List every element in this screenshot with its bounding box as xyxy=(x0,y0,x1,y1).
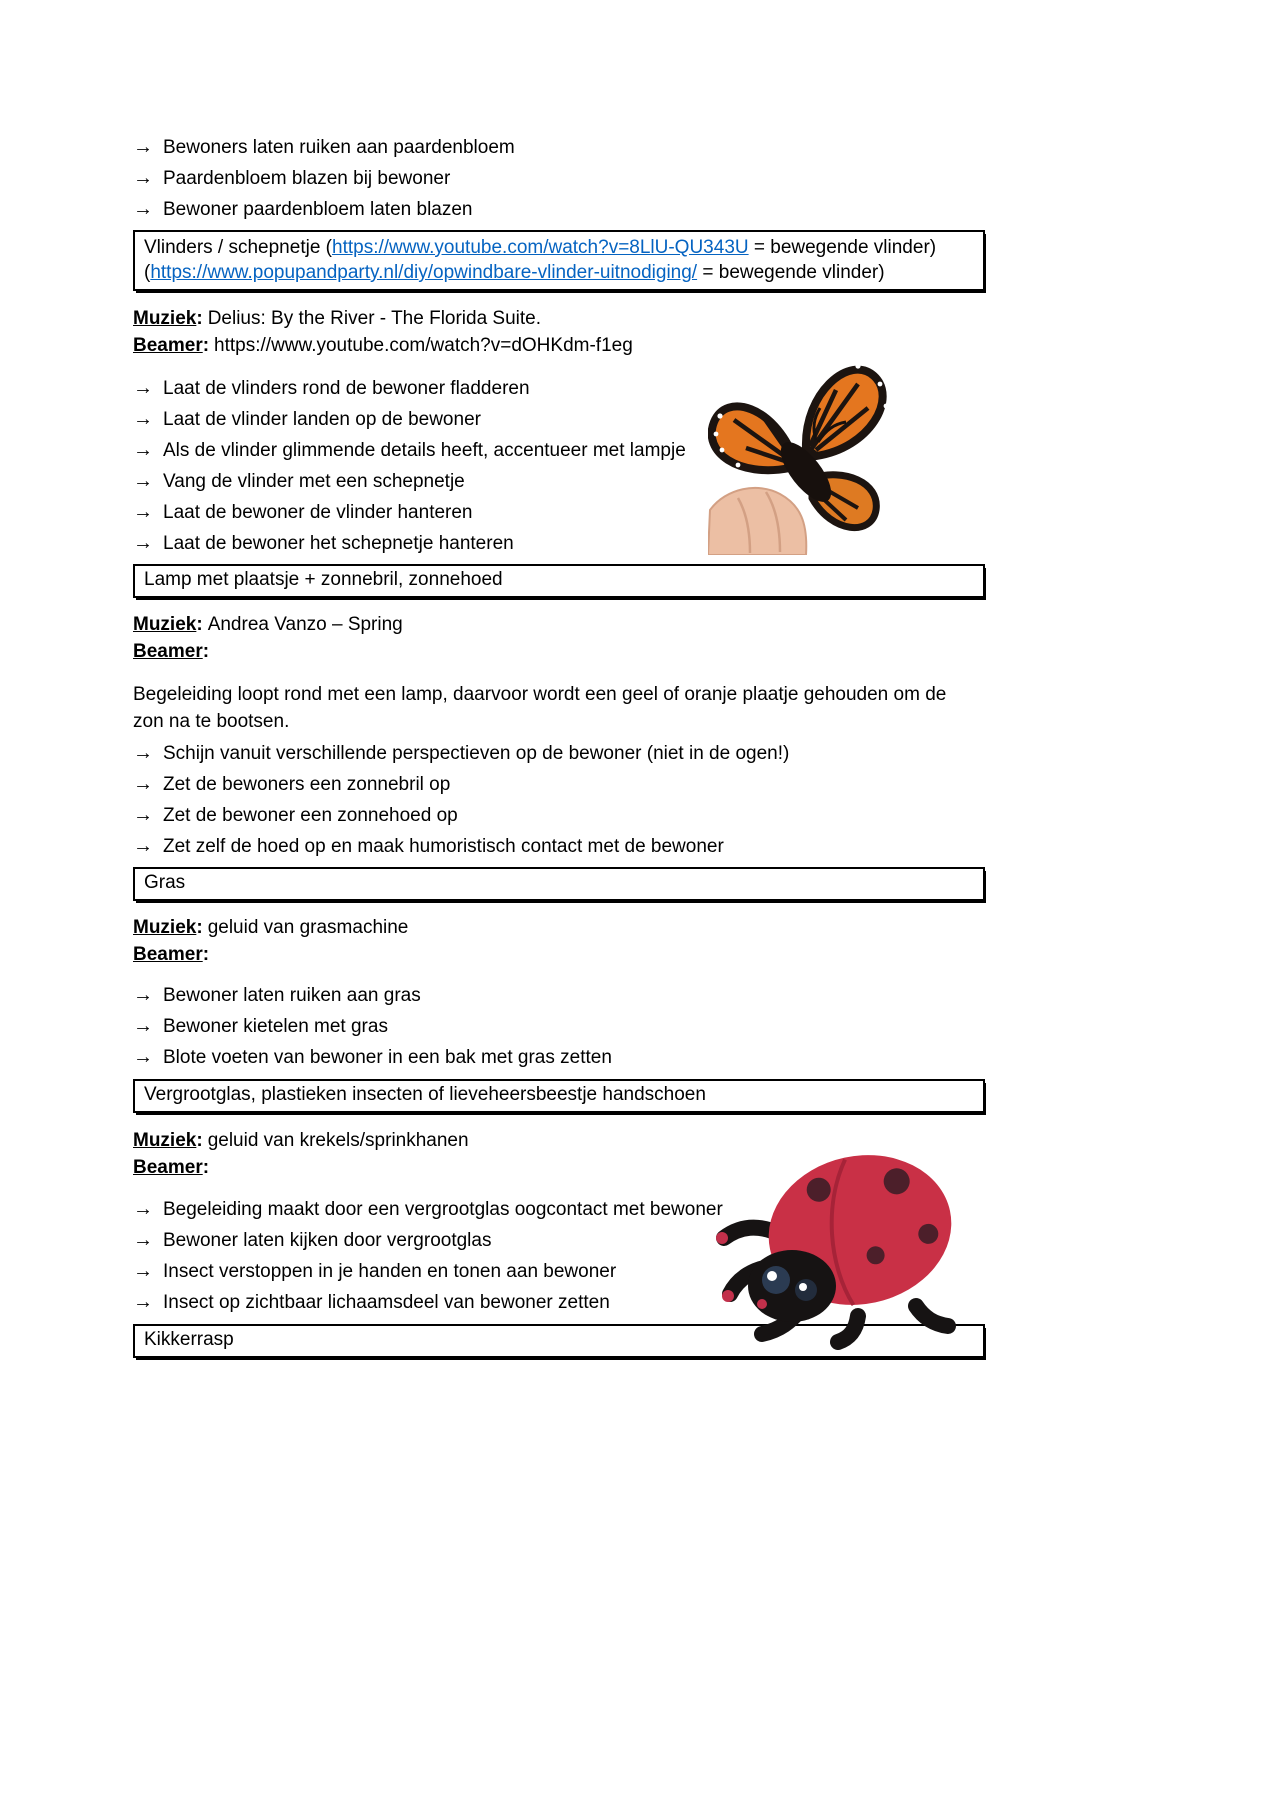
arrow-icon: → xyxy=(133,167,153,189)
label-colon: : xyxy=(202,1157,210,1178)
arrow-icon: → xyxy=(133,1229,153,1251)
bullet-text: Bewoner paardenbloem laten blazen xyxy=(163,199,473,220)
lamp-meta xyxy=(133,611,985,665)
arrow-icon: → xyxy=(133,1291,153,1313)
box-title-text: Vergrootglas, plastieken insecten of lieveheersbeestje handschoen xyxy=(144,1084,706,1105)
box-title-text: Kikkerrasp xyxy=(144,1329,234,1350)
bullet-text: Laat de vlinder landen op de bewoner xyxy=(163,409,481,430)
bullet-item xyxy=(133,743,985,764)
section-header-box-lamp xyxy=(133,564,985,598)
ladybug-foot-tip xyxy=(716,1232,728,1244)
label-colon: : xyxy=(196,1130,203,1151)
ladybug-head xyxy=(748,1250,836,1322)
lamp-paragraph: Begeleiding loopt rond met een lamp, daarvoor wordt een geel of oranje plaatje gehouden om de zon na te bootsen. xyxy=(133,684,947,732)
muziek-line xyxy=(133,914,985,941)
gras-meta xyxy=(133,914,985,968)
arrow-icon: → xyxy=(133,1015,153,1037)
arrow-icon: → xyxy=(133,501,153,523)
bullet-item xyxy=(133,1016,985,1037)
muziek-label xyxy=(133,917,203,938)
beamer-label-text: Beamer xyxy=(133,641,203,662)
arrow-icon: → xyxy=(133,439,153,461)
section-header-box-vlinders xyxy=(133,230,985,291)
bullet-text: Zet de bewoners een zonnebril op xyxy=(163,774,451,795)
bullet-item xyxy=(133,199,985,220)
box-title-text: = bewegende vlinder) xyxy=(697,262,885,283)
bullet-text: Bewoner laten kijken door vergrootglas xyxy=(163,1230,492,1251)
beamer-value: https://www.youtube.com/watch?v=dOHKdm-f1eg xyxy=(214,335,633,356)
arrow-icon: → xyxy=(133,470,153,492)
arrow-icon: → xyxy=(133,198,153,220)
bullet-text: Laat de bewoner het schepnetje hanteren xyxy=(163,533,514,554)
beamer-label xyxy=(133,641,209,662)
bullet-item xyxy=(133,137,985,158)
label-colon: : xyxy=(196,917,203,938)
muziek-label-text: Muziek xyxy=(133,1130,197,1151)
ladybug-illustration xyxy=(710,1138,968,1350)
box-title-text: ( xyxy=(144,262,151,283)
beamer-label-text: Beamer xyxy=(133,1157,203,1178)
arrow-icon: → xyxy=(133,377,153,399)
arrow-icon: → xyxy=(133,835,153,857)
muziek-value: Delius: By the River - The Florida Suite. xyxy=(207,308,542,329)
bullet-text: Laat de vlinders rond de bewoner fladderen xyxy=(163,378,530,399)
bullet-text: Als de vlinder glimmende details heeft, accentueer met lampje xyxy=(163,440,686,461)
arrow-icon: → xyxy=(133,984,153,1006)
box-title-text: Gras xyxy=(144,872,186,893)
beamer-label-text: Beamer xyxy=(133,944,203,965)
box-title-text: Lamp met plaatsje + zonnebril, zonnehoed xyxy=(144,569,503,590)
muziek-value: geluid van grasmachine xyxy=(207,917,409,938)
arrow-icon: → xyxy=(133,408,153,430)
section-header-box-gras xyxy=(133,867,985,901)
muziek-value: Andrea Vanzo – Spring xyxy=(207,614,403,635)
bullet-text: Paardenbloem blazen bij bewoner xyxy=(163,168,451,189)
bullet-text: Begeleiding maakt door een vergrootglas oogcontact met bewoner xyxy=(163,1199,723,1220)
label-colon: : xyxy=(202,335,210,356)
bullet-item xyxy=(133,836,985,857)
arrow-icon: → xyxy=(133,804,153,826)
arrow-icon: → xyxy=(133,1260,153,1282)
bullet-text: Vang de vlinder met een schepnetje xyxy=(163,471,465,492)
ladybug-image xyxy=(710,1138,968,1350)
bullet-item xyxy=(133,774,985,795)
arrow-icon: → xyxy=(133,532,153,554)
label-colon: : xyxy=(196,308,203,329)
bullet-text: Bewoner kietelen met gras xyxy=(163,1016,388,1037)
bullet-text: Bewoner laten ruiken aan gras xyxy=(163,985,421,1006)
arrow-icon: → xyxy=(133,1046,153,1068)
bullet-text: Zet zelf de hoed op en maak humoristisch contact met de bewoner xyxy=(163,836,724,857)
muziek-label xyxy=(133,308,203,329)
muziek-label-text: Muziek xyxy=(133,308,197,329)
bullet-text: Schijn vanuit verschillende perspectieven op de bewoner (niet in de ogen!) xyxy=(163,743,790,764)
butterfly-illustration xyxy=(708,350,898,555)
arrow-icon: → xyxy=(133,773,153,795)
hand-shape xyxy=(708,488,806,555)
butterfly-image xyxy=(708,350,898,555)
lamp-bullet-list xyxy=(133,743,985,857)
muziek-line xyxy=(133,305,985,332)
muziek-line xyxy=(133,611,985,638)
bullet-text: Bewoners laten ruiken aan paardenbloem xyxy=(163,137,515,158)
beamer-label xyxy=(133,1157,209,1178)
bullet-text: Laat de bewoner de vlinder hanteren xyxy=(163,502,473,523)
bullet-text: Blote voeten van bewoner in een bak met gras zetten xyxy=(163,1047,612,1068)
beamer-line xyxy=(133,638,985,665)
beamer-line xyxy=(133,941,985,968)
arrow-icon: → xyxy=(133,1198,153,1220)
muziek-label xyxy=(133,1130,203,1151)
bullet-item xyxy=(133,805,985,826)
youtube-link-vlinder[interactable]: https://www.youtube.com/watch?v=8LlU-QU343U xyxy=(332,237,749,258)
popupandparty-link[interactable]: https://www.popupandparty.nl/diy/opwindbare-vlinder-uitnodiging/ xyxy=(150,262,698,283)
ladybug-foot-tip xyxy=(722,1290,734,1302)
box-title-text: Vlinders / schepnetje ( xyxy=(144,237,332,258)
bullet-item xyxy=(133,985,985,1006)
gras-bullet-list xyxy=(133,985,985,1068)
label-colon: : xyxy=(196,614,203,635)
muziek-label-text: Muziek xyxy=(133,614,197,635)
beamer-label xyxy=(133,944,209,965)
beamer-label xyxy=(133,335,209,356)
muziek-value: geluid van krekels/sprinkhanen xyxy=(207,1130,469,1151)
bullet-text: Insect verstoppen in je handen en tonen aan bewoner xyxy=(163,1261,617,1282)
bullet-text: Zet de bewoner een zonnehoed op xyxy=(163,805,458,826)
intro-bullet-list xyxy=(133,137,985,220)
muziek-label-text: Muziek xyxy=(133,917,197,938)
arrow-icon: → xyxy=(133,742,153,764)
bullet-text: Insect op zichtbaar lichaamsdeel van bewoner zetten xyxy=(163,1292,610,1313)
box-title-text: = bewegende vlinder) xyxy=(748,237,937,258)
arrow-icon: → xyxy=(133,136,153,158)
muziek-label xyxy=(133,614,203,635)
bullet-item xyxy=(133,1047,985,1068)
section-header-box-vergrootglas xyxy=(133,1079,985,1113)
label-colon: : xyxy=(202,641,210,662)
beamer-label-text: Beamer xyxy=(133,335,203,356)
bullet-item xyxy=(133,168,985,189)
label-colon: : xyxy=(202,944,210,965)
